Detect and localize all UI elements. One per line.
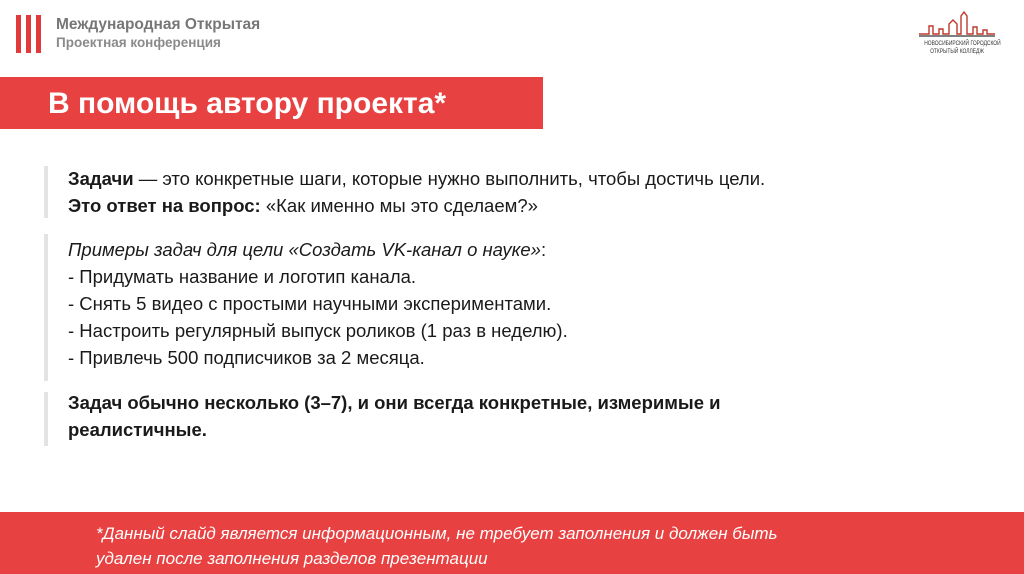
- summary-line: Задач обычно несколько (3–7), и они всегда конкретные, измеримые и: [68, 392, 721, 413]
- conference-subtitle: Проектная конференция: [56, 35, 221, 50]
- examples-intro-colon: :: [540, 239, 547, 260]
- list-item: - Придумать название и логотип канала.: [68, 266, 417, 287]
- logo-bar: [26, 15, 31, 53]
- list-item: - Снять 5 видео с простыми научными экспериментами.: [68, 293, 552, 314]
- block-divider: [44, 166, 48, 218]
- list-item: - Настроить регулярный выпуск роликов (1 раз в неделю).: [68, 320, 568, 341]
- term: Задачи: [68, 168, 134, 189]
- block-divider: [44, 392, 48, 446]
- college-building-icon: [917, 10, 997, 40]
- college-name-line1: НОВОСИБИРСКИЙ ГОРОДСКОЙ: [924, 41, 1001, 47]
- question-line: [68, 192, 968, 219]
- question-label: Это ответ на вопрос:: [68, 195, 261, 216]
- footer-note-line: *Данный слайд является информационным, не требует заполнения и должен быть: [96, 524, 778, 543]
- summary-block: [68, 389, 968, 443]
- summary-line: реалистичные.: [68, 419, 207, 440]
- conference-logo-bars: [16, 15, 48, 53]
- list-item: - Привлечь 500 подписчиков за 2 месяца.: [68, 347, 425, 368]
- definition-text: — это конкретные шаги, которые нужно выполнить, чтобы достичь цели.: [133, 168, 766, 189]
- examples-intro: [68, 236, 968, 263]
- conference-title: Международная Открытая: [56, 16, 261, 33]
- footer-note: [96, 521, 956, 571]
- logo-bar: [16, 15, 21, 53]
- footer-note-line: удален после заполнения разделов презентации: [96, 549, 488, 568]
- definition-block: [68, 165, 968, 219]
- college-name-line2: ОТКРЫТЫЙ КОЛЛЕДЖ: [930, 49, 984, 55]
- examples-intro-text: Примеры задач для цели «Создать VK-канал о науке»: [68, 239, 541, 260]
- question-text: «Как именно мы это сделаем?»: [260, 195, 538, 216]
- college-logo: [917, 10, 1001, 60]
- examples-block: [68, 236, 968, 371]
- definition-line: [68, 165, 968, 192]
- slide-title: В помощь автору проекта*: [48, 87, 447, 120]
- block-divider: [44, 234, 48, 381]
- logo-bar: [36, 15, 41, 53]
